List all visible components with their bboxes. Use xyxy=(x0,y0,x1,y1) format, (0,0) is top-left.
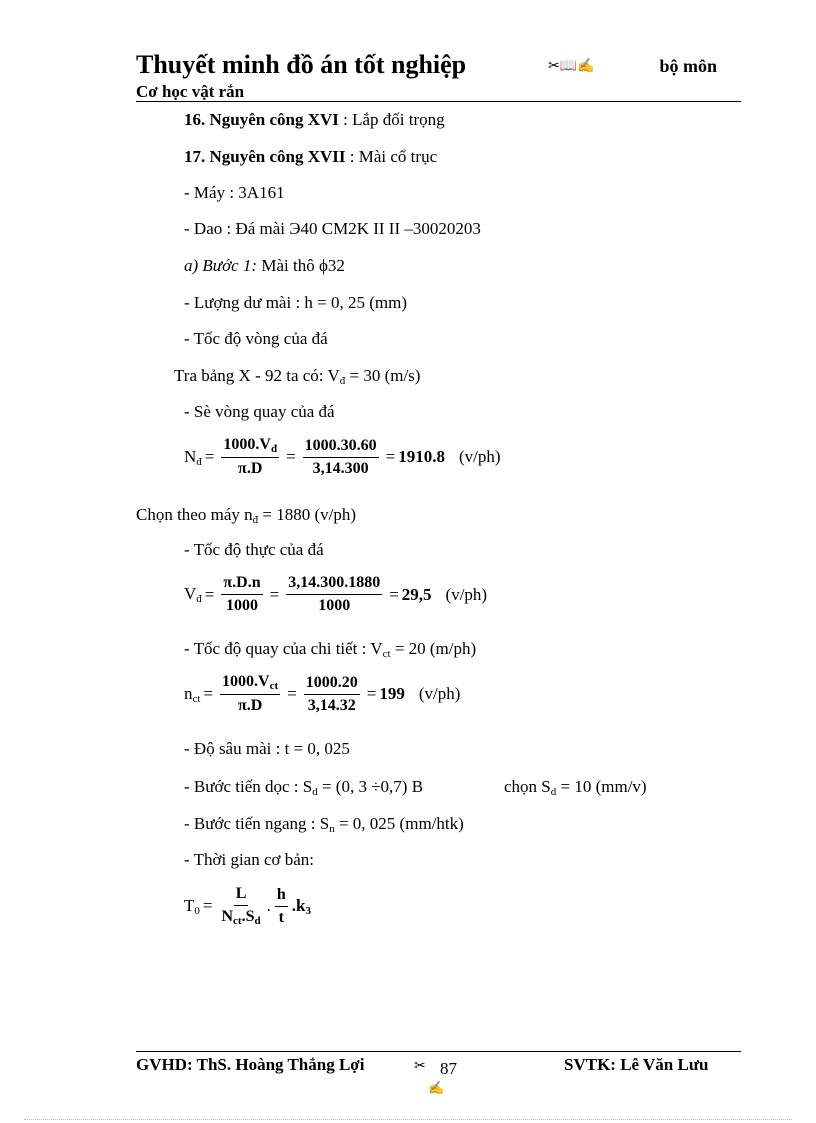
footer-rule xyxy=(136,1051,741,1052)
formula-wheel-rpm xyxy=(184,436,501,478)
text-span: = (0, 3 ÷0,7) B xyxy=(317,777,424,796)
fraction xyxy=(303,437,379,478)
scissors-ornament-icon: ✂ xyxy=(414,1059,426,1074)
subscript: ct xyxy=(233,915,242,927)
page-bottom-border xyxy=(24,1119,792,1120)
equals-sign: = xyxy=(287,684,297,703)
numerator: 1000.20 xyxy=(304,674,360,695)
department-label: bộ môn xyxy=(659,56,717,76)
subscript: 3 xyxy=(305,904,311,917)
text-span: 1000.V xyxy=(223,436,271,453)
subscript: n xyxy=(329,823,335,835)
text-span: = 0, 025 (mm/htk) xyxy=(334,814,464,833)
formula-result: 199 xyxy=(379,684,405,703)
subscript: 0 xyxy=(194,904,200,917)
text-span: = 1880 (v/ph) xyxy=(258,505,357,524)
equals-sign: = xyxy=(366,684,377,703)
subscript: ct xyxy=(269,680,279,692)
header-rule xyxy=(136,101,741,102)
equals-sign: = xyxy=(385,447,396,466)
subscript: d xyxy=(312,786,318,798)
formula-lhs xyxy=(184,684,200,705)
denominator: 1000 xyxy=(225,597,258,614)
fraction xyxy=(221,436,279,478)
numerator: 1000.30.60 xyxy=(303,437,379,458)
text-span: V xyxy=(184,584,197,603)
table-lookup-line xyxy=(174,366,420,391)
depth-line: - Độ sâu mài : t = 0, 025 xyxy=(184,739,350,758)
text-span: - Bước tiến dọc : S xyxy=(184,777,313,796)
subscript: d xyxy=(254,915,261,927)
allowance-line: - Lượng dư mài : h = 0, 25 (mm) xyxy=(184,293,408,312)
book-ornament-icon: ✂📖✍ xyxy=(548,59,595,74)
text-span: T xyxy=(184,895,195,915)
actual-speed-heading: - Tốc độ thực của đá xyxy=(184,540,324,559)
equals-sign: = xyxy=(269,584,280,604)
formula-part-rpm xyxy=(184,673,460,715)
document-title: Thuyết minh đồ án tốt nghiệp xyxy=(136,50,467,79)
formula-unit: (v/ph) xyxy=(418,684,461,703)
fraction xyxy=(304,674,360,715)
page-number: 87 xyxy=(440,1059,457,1078)
denominator: 3,14.300 xyxy=(312,459,369,477)
text-span: - Tốc độ quay của chi tiết : V xyxy=(184,639,383,658)
fraction xyxy=(275,886,288,927)
fraction xyxy=(220,673,280,715)
dot-operator: . xyxy=(266,896,271,915)
operation-16 xyxy=(184,110,445,130)
step-1-label: a) Bước 1: xyxy=(184,256,258,275)
denominator: π.D xyxy=(237,697,263,714)
operation-17-desc: : Mài cổ trục xyxy=(345,147,438,166)
page-header xyxy=(136,50,741,102)
fraction xyxy=(221,574,262,615)
base-time-heading: - Thời gian cơ bản: xyxy=(184,850,315,869)
operation-16-title: 16. Nguyên công XVI xyxy=(184,110,339,129)
numerator xyxy=(221,436,279,458)
text-span: chọn S xyxy=(504,777,551,796)
wheel-speed-heading: - Tốc độ vòng của đá xyxy=(184,329,328,348)
subscript: đ xyxy=(339,375,346,387)
text-span: Chọn theo máy n xyxy=(136,505,253,524)
text-span: = 20 (m/ph) xyxy=(390,639,477,658)
text-span: .S xyxy=(241,908,255,925)
student-label: SVTK: Lê Văn Lưu xyxy=(564,1055,709,1074)
formula-lhs xyxy=(184,896,200,917)
denominator xyxy=(219,906,262,927)
text-span: n xyxy=(184,683,193,703)
equals-sign: = xyxy=(204,447,215,466)
formula-base-time xyxy=(184,885,311,927)
operation-17 xyxy=(184,147,437,167)
formula-lhs xyxy=(184,584,202,605)
wheel-rpm-heading: - Sè vòng quay của đá xyxy=(184,402,335,421)
equals-sign: = xyxy=(203,684,214,703)
subscript: đ xyxy=(196,455,202,468)
formula-result: 29,5 xyxy=(401,584,432,604)
equals-sign: = xyxy=(286,447,296,466)
equals-sign: = xyxy=(389,584,399,604)
subscript: đ xyxy=(252,514,259,526)
pen-ornament-icon: ✍ xyxy=(428,1080,445,1095)
subscript: d xyxy=(550,786,557,798)
subscript: đ xyxy=(196,593,202,605)
text-span: 1000.V xyxy=(222,673,270,690)
numerator: π.D.n xyxy=(221,574,262,595)
numerator: h xyxy=(275,886,288,907)
step-1-desc: Mài thô ϕ32 xyxy=(257,256,345,275)
subscript: ct xyxy=(192,692,201,705)
denominator: 1000 xyxy=(318,597,351,614)
document-subtitle: Cơ học vật rắn xyxy=(136,82,245,101)
fraction xyxy=(286,574,382,615)
longitudinal-feed-line xyxy=(184,777,423,802)
formula-lhs xyxy=(184,447,202,468)
operation-17-title: 17. Nguyên công XVII xyxy=(184,147,346,166)
denominator: π.D xyxy=(238,460,263,477)
formula-result: 1910.8 xyxy=(398,447,445,466)
equals-sign: = xyxy=(204,584,215,604)
numerator: 3,14.300.1880 xyxy=(286,574,382,595)
tool-line: - Dao : Đá mài Э40 CM2K II II –30020203 xyxy=(184,219,481,238)
operation-16-desc: : Lắp đối trọng xyxy=(338,110,445,129)
text-span: Tra bảng X - 92 ta có: V xyxy=(174,366,340,385)
equals-sign: = xyxy=(202,896,213,915)
step-1-line xyxy=(184,256,345,276)
supervisor-label: GVHD: ThS. Hoàng Thắng Lợi xyxy=(136,1055,365,1074)
subscript: đ xyxy=(270,443,278,455)
denominator: 3,14.32 xyxy=(307,696,356,714)
text-span: .k xyxy=(291,895,306,915)
text-span: N xyxy=(221,908,234,925)
text-span: = 30 (m/s) xyxy=(345,366,421,385)
text-span: - Bước tiến ngang : S xyxy=(184,814,330,833)
longitudinal-feed-choice xyxy=(504,777,647,802)
numerator xyxy=(220,673,280,695)
subscript: ct xyxy=(382,648,391,660)
cross-feed-line xyxy=(184,814,464,839)
text-span: = 10 (mm/v) xyxy=(556,777,647,796)
numerator: L xyxy=(234,885,249,906)
formula-tail xyxy=(292,896,311,917)
part-speed-line xyxy=(184,639,476,664)
formula-unit: (v/ph) xyxy=(459,447,501,466)
fraction xyxy=(219,885,262,927)
formula-unit: (v/ph) xyxy=(445,584,488,604)
formula-actual-speed xyxy=(184,574,487,615)
denominator: t xyxy=(278,908,284,926)
selected-rpm-line xyxy=(136,505,356,530)
text-span: N xyxy=(184,446,197,466)
machine-line: - Máy : 3A161 xyxy=(184,183,285,202)
